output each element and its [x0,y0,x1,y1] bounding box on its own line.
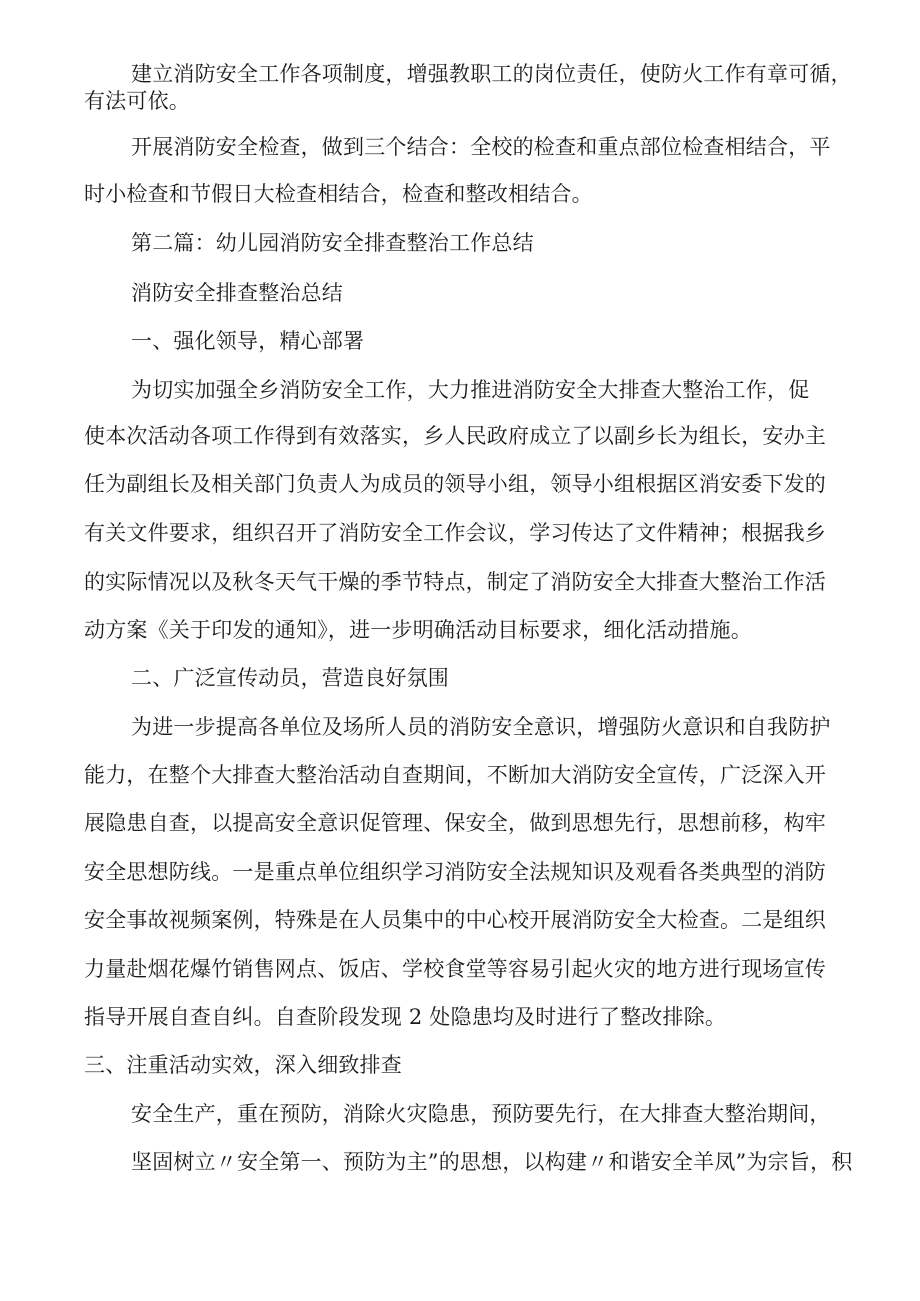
paragraph-line: 指导开展自查自纠。自查阶段发现 2 处隐患均及时进行了整改排除。 [84,1005,727,1029]
paragraph-line: 展隐患自查，以提高安全意识促管理、保安全，做到思想先行，思想前移，构牢 [84,811,826,835]
section-heading: 一、强化领导，精心部署 [131,329,365,353]
paragraph-line: 安全思想防线。一是重点单位组织学习消防安全法规知识及观看各类典型的消防 [84,860,826,884]
paragraph-line: 为进一步提高各单位及场所人员的消防安全意识，增强防火意识和自我防护 [131,715,831,739]
section-heading: 二、广泛宣传动员，营造良好氛围 [131,666,449,690]
paragraph-line: 能力，在整个大排查大整治活动自查期间，不断加大消防安全宣传，广泛深入开 [84,763,826,787]
paragraph-line: 动方案《关于印发的通知》，进一步明确活动目标要求，细化活动措施。 [84,618,752,642]
section-heading: 消防安全排查整治总结 [131,281,343,305]
paragraph-line: 安全事故视频案例，特殊是在人员集中的中心校开展消防安全大检查。二是组织 [84,908,826,932]
paragraph-line: 安全生产，重在预防，消除火灾隐患，预防要先行，在大排查大整治期间， [131,1102,831,1126]
paragraph-line: 建立消防安全工作各项制度，增强教职工的岗位责任，使防火工作有章可循， [131,62,852,86]
paragraph-line: 为切实加强全乡消防安全工作，大力推进消防安全大排查大整治工作，促 [131,378,810,402]
paragraph-line: 力量赴烟花爆竹销售网点、饭店、学校食堂等容易引起火灾的地方进行现场宣传 [84,957,826,981]
paragraph-line: 有法可依。 [84,89,190,113]
section-heading: 第二篇：幼儿园消防安全排查整治工作总结 [131,231,534,255]
paragraph-line: 有关文件要求，组织召开了消防安全工作会议，学习传达了文件精神；根据我乡 [84,521,826,545]
paragraph-line: 的实际情况以及秋冬天气干燥的季节特点，制定了消防安全大排查大整治工作活 [84,570,826,594]
paragraph-line: 时小检查和节假日大检查相结合，检查和整改相结合。 [84,182,593,206]
section-heading: 三、注重活动实效，深入细致排查 [84,1053,402,1077]
paragraph-line: 任为副组长及相关部门负责人为成员的领导小组，领导小组根据区消安委下发的 [84,472,826,496]
paragraph-line: 坚固树立〃安全第一、预防为主”的思想，以构建〃和谐安全羊凤”为宗旨，积 [131,1150,853,1174]
paragraph-line: 开展消防安全检查，做到三个结合：全校的检查和重点部位检查相结合，平 [131,135,831,159]
paragraph-line: 使本次活动各项工作得到有效落实，乡人民政府成立了以副乡长为组长，安办主 [84,424,826,448]
